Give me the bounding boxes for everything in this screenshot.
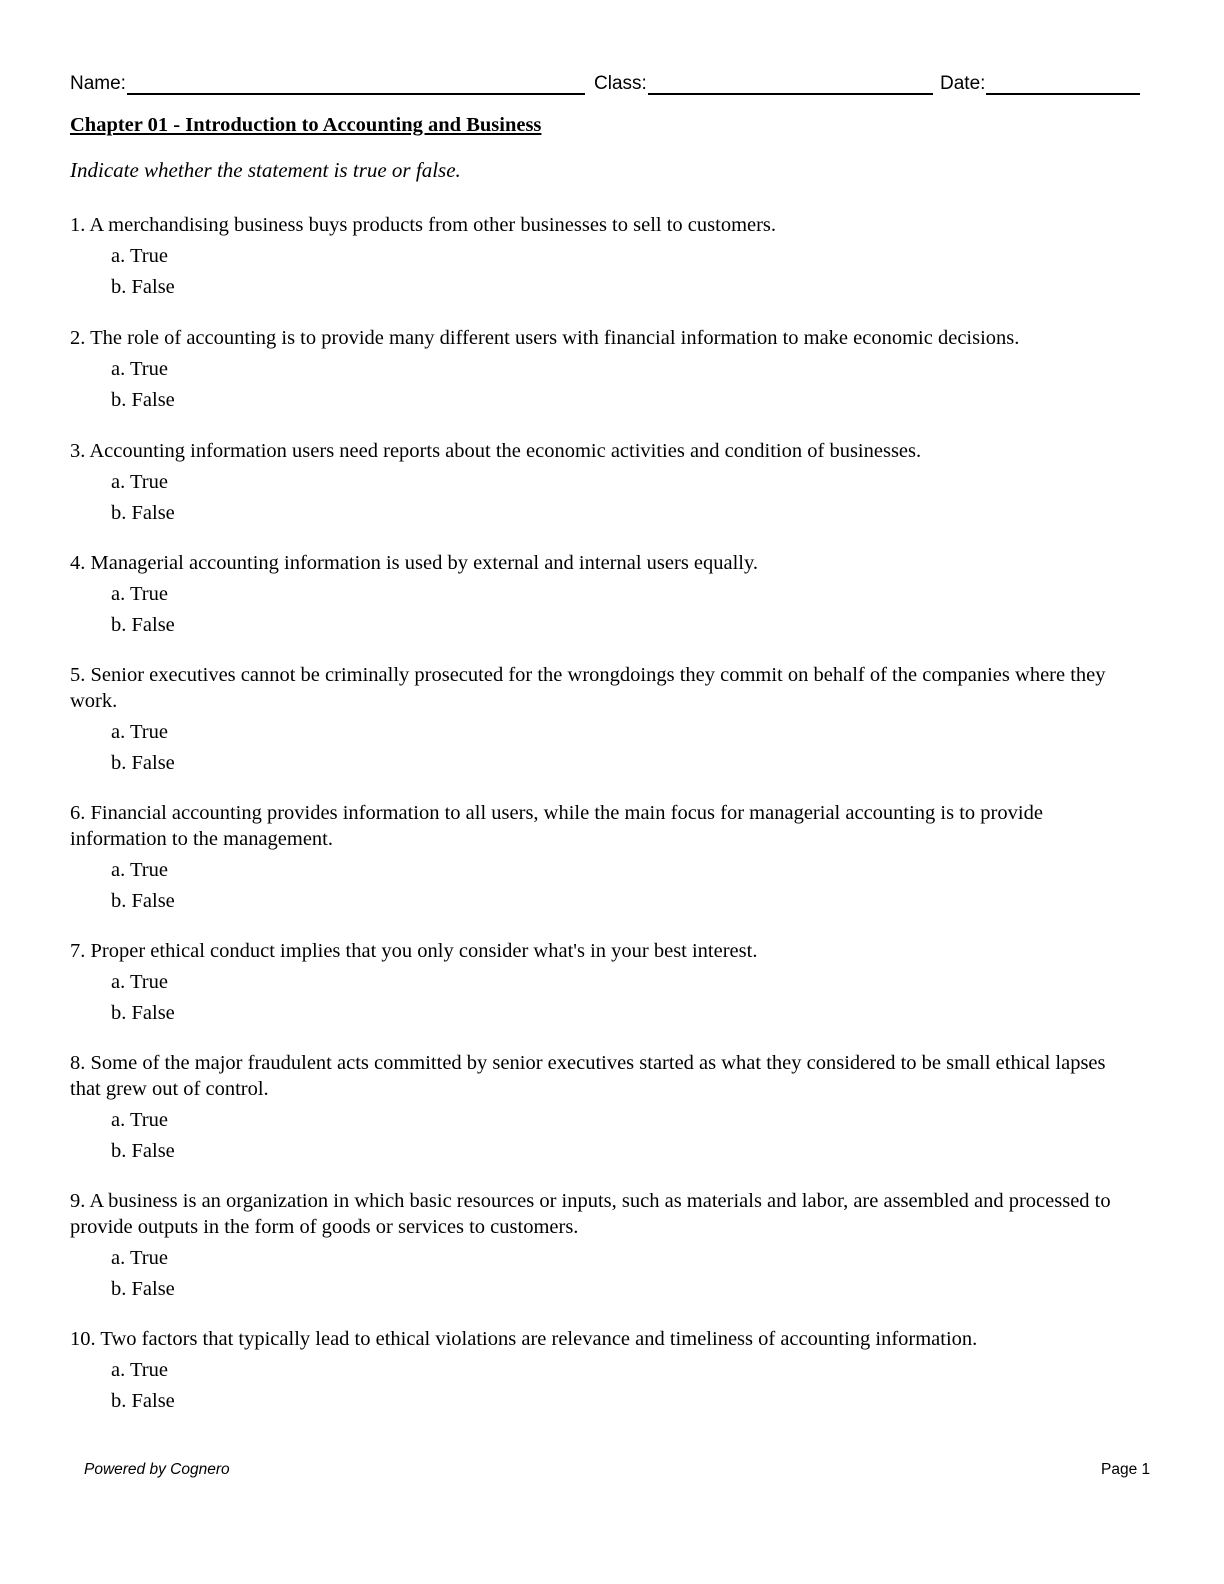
option-true[interactable]: a. True <box>111 1247 168 1269</box>
option-false[interactable]: b. False <box>111 276 175 298</box>
option-true[interactable]: a. True <box>111 971 168 993</box>
question-9 <box>70 1188 1140 1302</box>
date-field[interactable] <box>940 71 1140 95</box>
option-false[interactable]: b. False <box>111 1140 175 1162</box>
question-5 <box>70 662 1140 776</box>
option-false[interactable]: b. False <box>111 614 175 636</box>
option-true[interactable]: a. True <box>111 583 168 605</box>
page-number: Page 1 <box>1101 1461 1151 1478</box>
option-false[interactable]: b. False <box>111 890 175 912</box>
option-true[interactable]: a. True <box>111 245 168 267</box>
option-false[interactable]: b. False <box>111 1278 175 1300</box>
option-true[interactable]: a. True <box>111 1359 168 1381</box>
question-7 <box>70 938 1140 1026</box>
student-info-header <box>70 71 1142 99</box>
option-false[interactable]: b. False <box>111 1002 175 1024</box>
question-stem: 8. Some of the major fraudulent acts committed by senior executives started as what they considered to be small ethical lapses that grew out of control. <box>70 1052 1106 1100</box>
question-stem: 4. Managerial accounting information is used by external and internal users equally. <box>70 552 759 574</box>
name-label: Name: <box>70 73 126 94</box>
date-line[interactable] <box>986 71 1140 95</box>
question-6 <box>70 800 1140 914</box>
option-true[interactable]: a. True <box>111 471 168 493</box>
chapter-title: Chapter 01 - Introduction to Accounting and Business <box>70 114 542 136</box>
date-label: Date: <box>940 73 986 94</box>
question-stem: 7. Proper ethical conduct implies that you only consider what's in your best interest. <box>70 940 758 962</box>
question-stem: 3. Accounting information users need reports about the economic activities and condition of businesses. <box>70 440 922 462</box>
class-line[interactable] <box>648 71 933 95</box>
option-true[interactable]: a. True <box>111 859 168 881</box>
question-4 <box>70 550 1140 638</box>
option-true[interactable]: a. True <box>111 358 168 380</box>
class-field[interactable] <box>594 71 933 95</box>
question-stem: 5. Senior executives cannot be criminally prosecuted for the wrongdoings they commit on behalf of the companies where they work. <box>70 664 1106 712</box>
option-false[interactable]: b. False <box>111 1390 175 1412</box>
name-line[interactable] <box>127 71 585 95</box>
question-stem: 9. A business is an organization in which basic resources or inputs, such as materials and labor, are assembled and processed to provide outputs in the form of goods or services to customers. <box>70 1190 1111 1238</box>
class-label: Class: <box>594 73 647 94</box>
option-false[interactable]: b. False <box>111 502 175 524</box>
question-stem: 2. The role of accounting is to provide many different users with financial information to make economic decisions. <box>70 327 1020 349</box>
option-true[interactable]: a. True <box>111 721 168 743</box>
option-false[interactable]: b. False <box>111 752 175 774</box>
question-stem: 10. Two factors that typically lead to ethical violations are relevance and timeliness of accounting information. <box>70 1328 978 1350</box>
question-stem: 1. A merchandising business buys products from other businesses to sell to customers. <box>70 214 777 236</box>
question-2 <box>70 325 1140 413</box>
question-stem: 6. Financial accounting provides information to all users, while the main focus for managerial accounting is to provide information to the management. <box>70 802 1043 850</box>
question-8 <box>70 1050 1140 1164</box>
question-1 <box>70 212 1140 300</box>
powered-by-footer: Powered by Cognero <box>84 1461 230 1478</box>
option-false[interactable]: b. False <box>111 389 175 411</box>
name-field[interactable] <box>70 71 585 95</box>
option-true[interactable]: a. True <box>111 1109 168 1131</box>
question-10 <box>70 1326 1140 1414</box>
question-3 <box>70 438 1140 526</box>
instructions: Indicate whether the statement is true or false. <box>70 158 461 182</box>
